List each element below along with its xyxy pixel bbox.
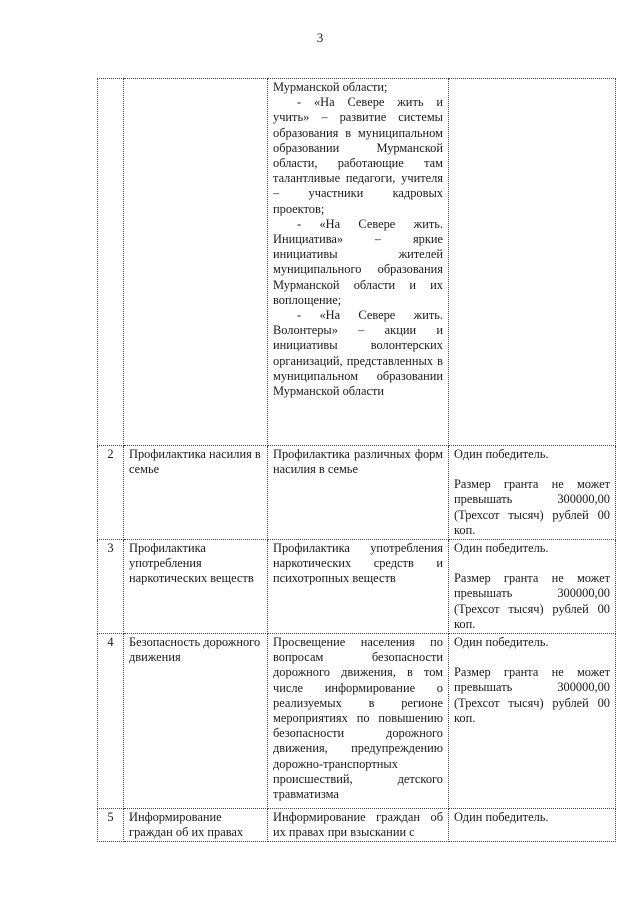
nomination-description bbox=[268, 809, 449, 842]
nomination-name: Информирование граждан об их правах bbox=[124, 809, 268, 842]
nomination-description bbox=[268, 540, 449, 634]
grant-amount: Размер гранта не может превышать 300000,00 (Трехсот тысяч) рублей 00 коп. bbox=[454, 571, 610, 631]
prize-info bbox=[449, 634, 616, 809]
row-number: 3 bbox=[98, 540, 124, 634]
table-row bbox=[98, 540, 616, 634]
table-row bbox=[98, 634, 616, 809]
grant-amount: Размер гранта не может превышать 300000,00 (Трехсот тысяч) рублей 00 коп. bbox=[454, 477, 610, 537]
winners-count: Один победитель. bbox=[454, 447, 549, 461]
nomination-name: Безопасность дорожного движения bbox=[124, 634, 268, 809]
winners-count: Один победитель. bbox=[454, 810, 549, 825]
table-row bbox=[98, 79, 616, 446]
prize-info bbox=[449, 540, 616, 634]
row-number: 5 bbox=[98, 809, 124, 842]
winners-count: Один победитель. bbox=[454, 541, 549, 556]
description-paragraph: - «На Севере жить и учить» – развитие системы образования в муниципальном образовании Мурманской области, работающие там талантливые педагоги, учителя – участники кадровых проектов; bbox=[273, 95, 443, 216]
row-number: 2 bbox=[98, 446, 124, 540]
description-paragraph: Просвещение населения по вопросам безопасности дорожного движения, в том числе информирование о реализуемых в регионе мероприятиях по повышению безопасности дорожного движения, предупреждению дорожно-транспортных происшествий, детского травматизма bbox=[273, 635, 443, 802]
page-number: 3 bbox=[316, 30, 324, 45]
description-paragraph: Мурманской области; bbox=[273, 80, 388, 94]
table-row bbox=[98, 446, 616, 540]
nomination-description bbox=[268, 446, 449, 540]
nomination-name: Профилактика употребления наркотических веществ bbox=[124, 540, 268, 634]
description-paragraph: Профилактика употребления наркотических средств и психотропных веществ bbox=[273, 541, 443, 586]
contest-table bbox=[97, 78, 616, 842]
nomination-description bbox=[268, 634, 449, 809]
nomination-name: Профилактика насилия в семье bbox=[124, 446, 268, 540]
prize-info bbox=[449, 446, 616, 540]
winners-count: Один победитель. bbox=[454, 635, 549, 650]
prize-info bbox=[449, 79, 616, 446]
row-number bbox=[98, 79, 124, 446]
grant-amount: Размер гранта не может превышать 300000,00 (Трехсот тысяч) рублей 00 коп. bbox=[454, 665, 610, 725]
description-paragraph: Информирование граждан об их правах при взыскании с bbox=[273, 810, 443, 840]
prize-info bbox=[449, 809, 616, 842]
description-paragraph: - «На Севере жить. Волонтеры» – акции и инициативы волонтерских организаций, представленных в муниципальном образовании Мурманской области bbox=[273, 308, 443, 399]
nomination-description bbox=[268, 79, 449, 446]
nomination-name bbox=[124, 79, 268, 446]
description-paragraph: - «На Севере жить. Инициатива» – яркие инициативы жителей муниципального образования Мурманской области и их воплощение; bbox=[273, 216, 443, 307]
description-paragraph: Профилактика различных форм насилия в семье bbox=[273, 447, 443, 477]
row-number: 4 bbox=[98, 634, 124, 809]
table-row bbox=[98, 809, 616, 842]
